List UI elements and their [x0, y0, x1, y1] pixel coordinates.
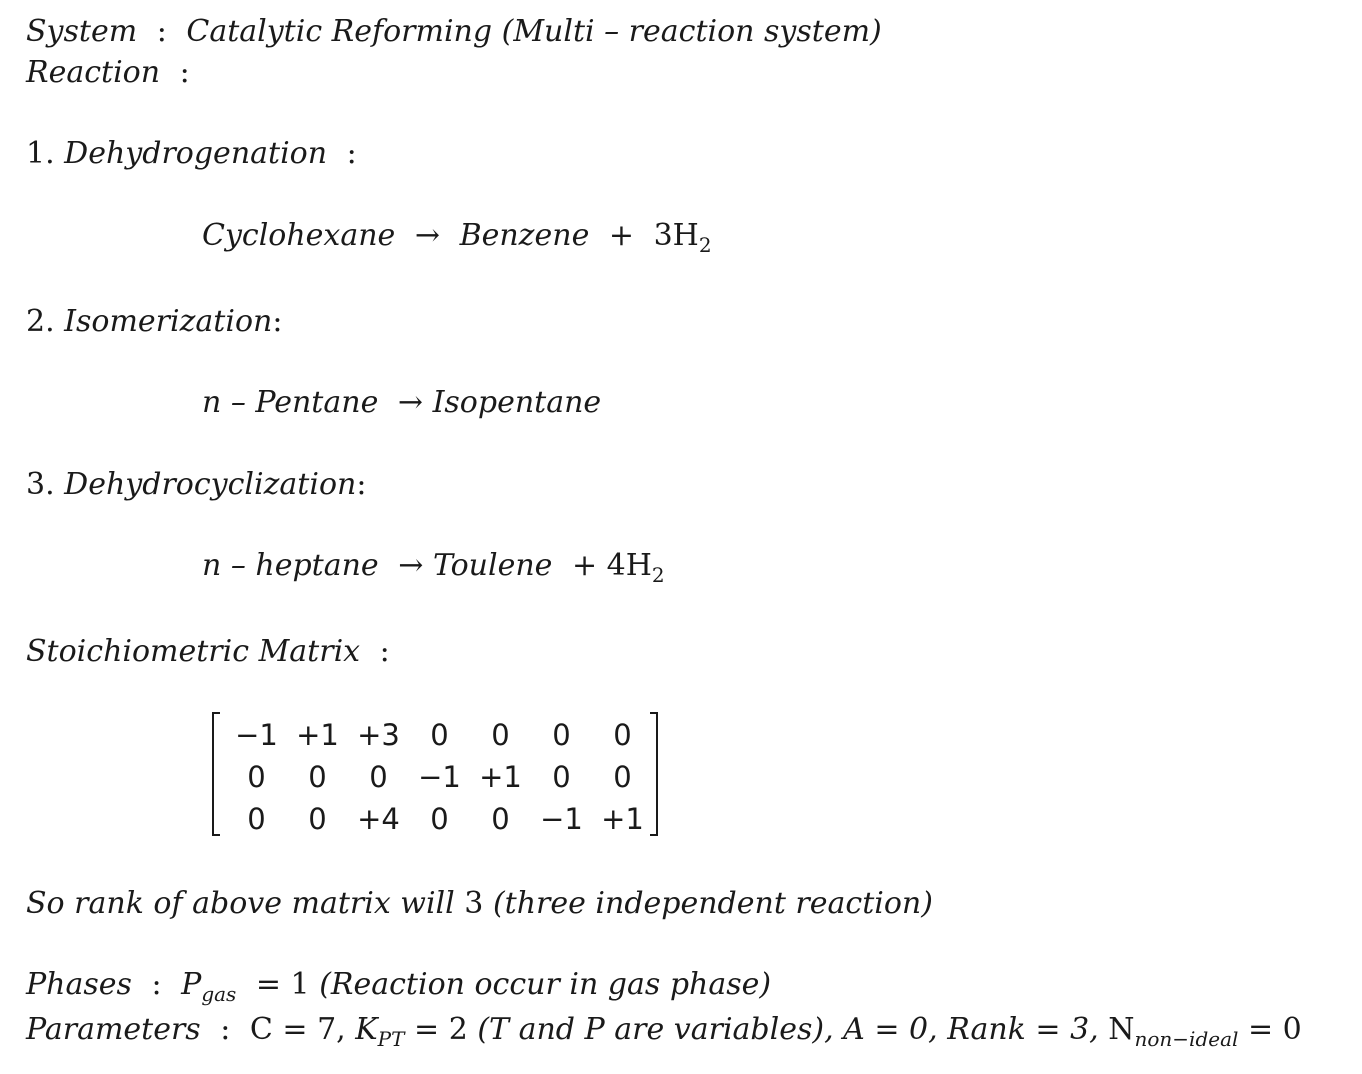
rank-number: 3 — [464, 886, 484, 921]
matrix-cell: 0 — [308, 802, 327, 836]
reaction-1-arrow: → — [414, 218, 441, 253]
stoich-heading — [26, 632, 390, 672]
matrix-table — [226, 714, 653, 840]
reaction-1-name: Dehydrogenation — [64, 136, 328, 171]
reaction-1-colon: : — [346, 136, 357, 171]
reaction-3-extra-coef: 4H — [606, 548, 652, 583]
phases-symbol — [181, 967, 237, 1006]
param-n — [1108, 1012, 1239, 1051]
reaction-1-reactant: Cyclohexane — [202, 218, 396, 253]
reaction-1-extra — [653, 218, 712, 257]
reaction-2-reactant: n – Pentane — [202, 385, 379, 420]
reaction-2-colon: : — [272, 304, 283, 339]
reaction-3-name: Dehydrocyclization — [64, 467, 357, 502]
reaction-2-product: Isopentane — [432, 385, 602, 420]
phases-label: Phases — [26, 967, 132, 1002]
reaction-2-name: Isomerization — [64, 304, 273, 339]
reaction-1-product: Benzene — [459, 218, 590, 253]
stoich-colon: : — [379, 634, 390, 669]
matrix-cell: +1 — [601, 802, 644, 836]
matrix-cell: 0 — [491, 718, 510, 752]
matrix-cell: 0 — [552, 760, 571, 794]
matrix-cell: +1 — [479, 760, 522, 794]
param-kpt-sub: PT — [377, 1027, 405, 1051]
rank-text: So rank of above matrix will — [26, 886, 455, 921]
param-kpt-symbol: K — [355, 1012, 378, 1047]
matrix-cell: 0 — [430, 718, 449, 752]
matrix-cell: 0 — [430, 802, 449, 836]
param-n-eq: = 0 — [1247, 1012, 1302, 1047]
reaction-1-heading — [26, 134, 357, 174]
matrix-cell: 0 — [613, 718, 632, 752]
reaction-3-heading — [26, 465, 366, 505]
reaction-3-plus: + — [571, 548, 598, 583]
matrix-left-bracket — [212, 712, 220, 836]
system-label: System — [26, 14, 138, 49]
matrix-cell: 0 — [369, 760, 388, 794]
param-rank: Rank = 3, — [947, 1012, 1099, 1047]
matrix-row — [226, 756, 653, 798]
rank-sentence — [26, 884, 933, 924]
reaction-1-equation — [202, 216, 712, 265]
system-line — [26, 12, 882, 52]
param-kpt — [355, 1012, 405, 1051]
reaction-3-number: 3. — [26, 467, 55, 502]
matrix-cell: +1 — [296, 718, 339, 752]
reaction-1-number: 1. — [26, 136, 55, 171]
reaction-label: Reaction — [26, 55, 161, 90]
reaction-2-equation — [202, 383, 601, 423]
phases-paren: (Reaction occur in gas phase) — [319, 967, 772, 1002]
param-n-sub: non−ideal — [1134, 1027, 1239, 1051]
reaction-2-heading — [26, 302, 282, 342]
reaction-2-arrow: → — [397, 385, 424, 420]
phases-line — [26, 965, 771, 1014]
matrix-cell: −1 — [540, 802, 583, 836]
system-colon: : — [156, 14, 167, 49]
reaction-3-arrow: → — [398, 548, 424, 583]
matrix-row — [226, 798, 653, 840]
matrix-row — [226, 714, 653, 756]
matrix-cell: 0 — [552, 718, 571, 752]
param-kpt-paren: (T and P are variables), — [477, 1012, 834, 1047]
parameters-label: Parameters — [26, 1012, 201, 1047]
system-value: Catalytic Reforming (Multi – reaction system) — [186, 14, 882, 49]
reaction-1-extra-sub: 2 — [698, 233, 712, 257]
reaction-1-plus: + — [608, 218, 635, 253]
stoich-label: Stoichiometric Matrix — [26, 634, 361, 669]
matrix-cell: 0 — [247, 760, 266, 794]
parameters-colon: : — [220, 1012, 231, 1047]
matrix-cell: +3 — [357, 718, 400, 752]
matrix-cell: −1 — [235, 718, 278, 752]
parameters-line — [26, 1010, 1302, 1059]
matrix-cell: 0 — [247, 802, 266, 836]
phases-colon: : — [151, 967, 162, 1002]
reaction-3-equation — [202, 546, 665, 595]
param-c: C = 7, — [249, 1012, 346, 1047]
param-a: A = 0, — [843, 1012, 938, 1047]
reaction-heading — [26, 53, 190, 93]
reaction-3-product: Toulene — [432, 548, 553, 583]
reaction-3-colon: : — [356, 467, 367, 502]
phases-eq: = 1 — [255, 967, 310, 1002]
reaction-3-extra — [606, 548, 665, 587]
param-kpt-eq: = 2 — [414, 1012, 468, 1047]
reaction-3-extra-sub: 2 — [651, 563, 665, 587]
reaction-1-extra-coef: 3H — [653, 218, 699, 253]
phases-symbol-main: P — [181, 967, 202, 1002]
matrix-cell: +4 — [357, 802, 400, 836]
matrix-cell: −1 — [418, 760, 461, 794]
stoich-matrix — [212, 712, 658, 838]
matrix-cell: 0 — [491, 802, 510, 836]
reaction-3-reactant: n – heptane — [202, 548, 379, 583]
reaction-colon: : — [179, 55, 190, 90]
phases-symbol-sub: gas — [201, 982, 237, 1006]
reaction-2-number: 2. — [26, 304, 55, 339]
matrix-cell: 0 — [613, 760, 632, 794]
rank-paren: (three independent reaction) — [492, 886, 933, 921]
matrix-cell: 0 — [308, 760, 327, 794]
param-n-symbol: N — [1108, 1012, 1135, 1047]
